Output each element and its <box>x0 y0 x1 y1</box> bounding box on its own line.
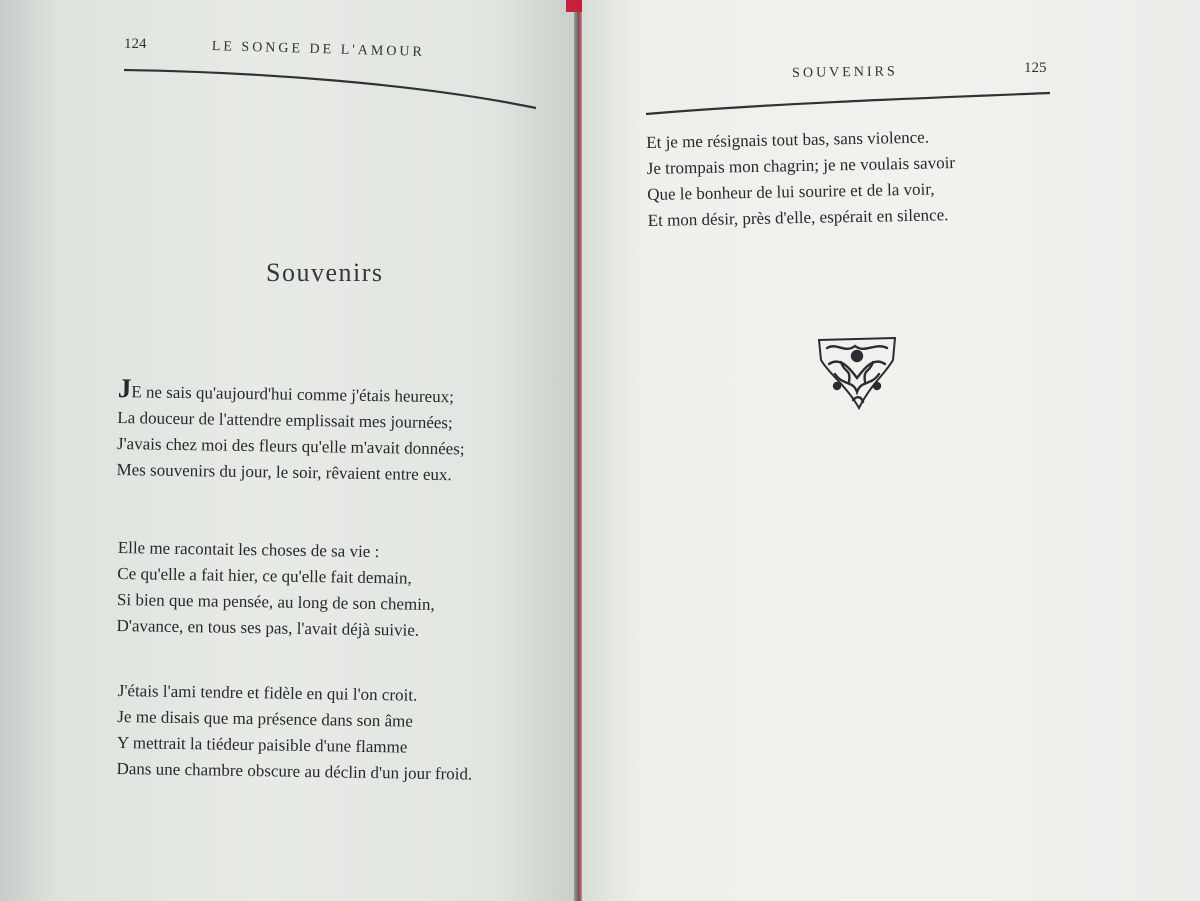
stanza-2 <box>116 535 435 644</box>
left-page <box>0 0 578 901</box>
stanza-1 <box>116 373 465 488</box>
verse-line: Si bien que ma pensée, au long de son chemin, <box>116 589 435 614</box>
verse-line: Ce qu'elle a fait hier, ce qu'elle fait demain, <box>117 563 412 588</box>
head-rule-left <box>120 62 540 112</box>
verse-line: La douceur de l'attendre emplissait mes journées; <box>117 407 453 433</box>
stanza-3 <box>116 678 473 788</box>
drop-cap: J <box>117 373 132 404</box>
stanza-continuation <box>646 124 956 234</box>
verse-line: Que le bonheur de lui sourire et de la voir, <box>647 179 935 204</box>
right-page <box>582 0 1200 901</box>
verse-line: Mes souvenirs du jour, le soir, rêvaient entre eux. <box>116 459 452 485</box>
tailpiece-ornament-icon <box>815 334 899 416</box>
verse-line: Y mettrait la tiédeur paisible d'une flamme <box>116 732 408 757</box>
verse-line: Et mon désir, près d'elle, espérait en silence. <box>647 205 949 230</box>
verse-line: Elle me racontait les choses de sa vie : <box>117 537 380 562</box>
verse-line: Je me disais que ma présence dans son âme <box>117 706 414 731</box>
page-number-left: 124 <box>124 36 147 52</box>
verse-line: J'avais chez moi des fleurs qu'elle m'avait données; <box>116 433 465 459</box>
head-rule-right <box>642 86 1054 120</box>
verse-line: Et je me résignais tout bas, sans violence. <box>646 127 930 152</box>
running-head-right: SOUVENIRS <box>792 64 898 81</box>
verse-line: J'étais l'ami tendre et fidèle en qui l'on croit. <box>117 680 418 705</box>
verse-line: D'avance, en tous ses pas, l'avait déjà suivie. <box>116 615 420 640</box>
running-head-left: LE SONGE DE L'AMOUR <box>211 39 426 60</box>
poem-title: Souvenirs <box>266 258 384 287</box>
page-number-right: 125 <box>1024 60 1047 76</box>
verse-line: JE ne sais qu'aujourd'hui comme j'étais heureux; <box>117 373 455 407</box>
verse-line: Dans une chambre obscure au déclin d'un jour froid. <box>116 758 473 784</box>
verse-line: Je trompais mon chagrin; je ne voulais savoir <box>646 153 956 178</box>
